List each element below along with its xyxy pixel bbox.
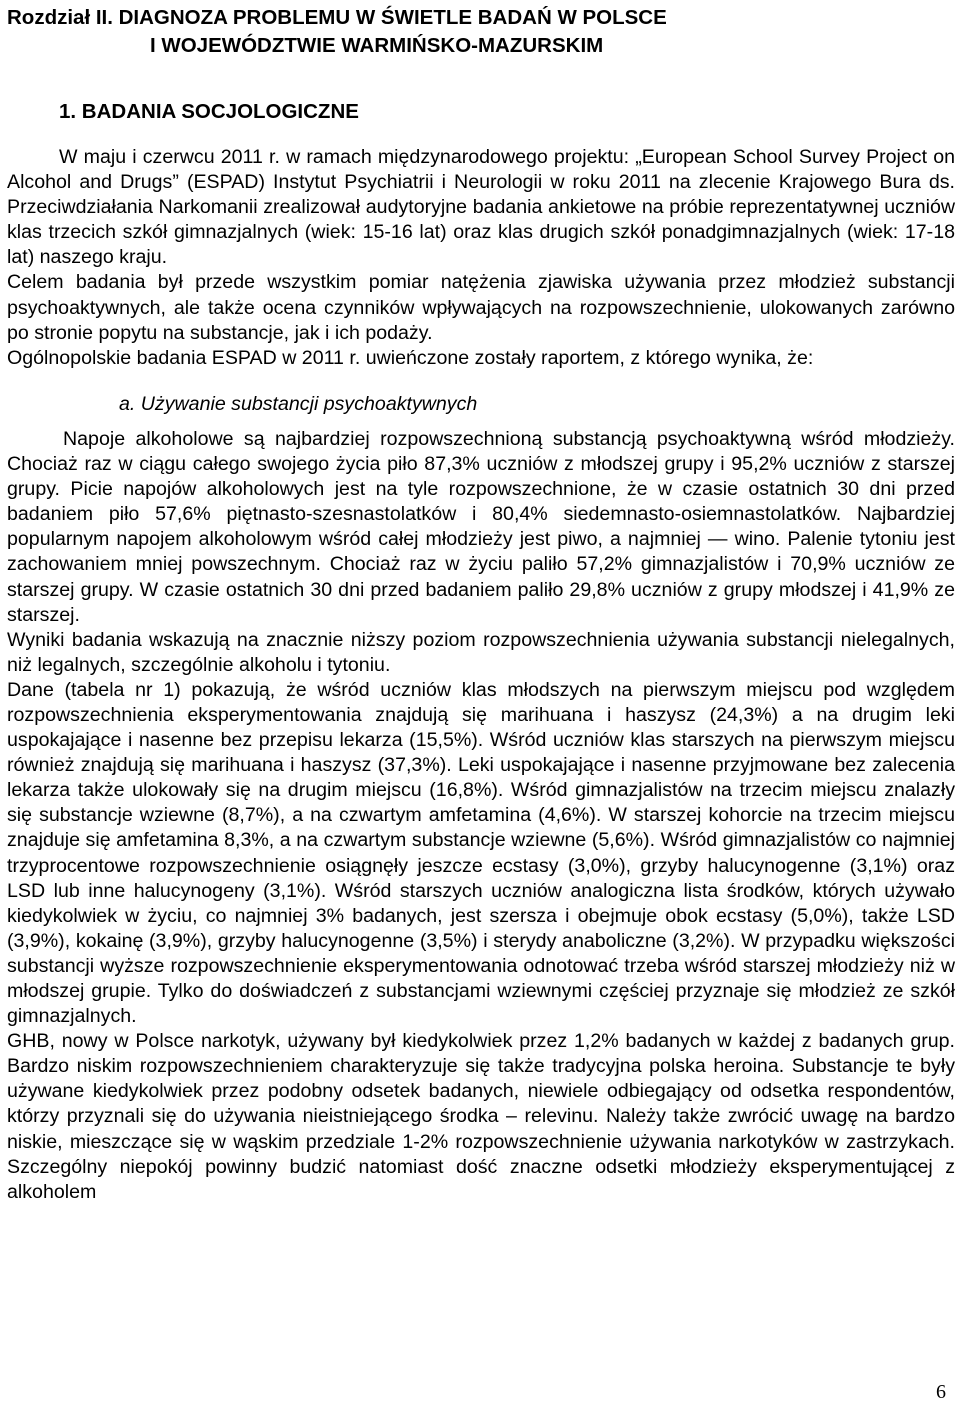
section-title: 1. BADANIA SOCJOLOGICZNE: [59, 100, 359, 123]
paragraph-ghb: GHB, nowy w Polsce narkotyk, używany był kiedykolwiek przez 1,2% badanych w każdej z badanych grup. Bardzo niskim rozpowszechnieniem charakteryzuje się także tradycyjna polska heroina. Substancje te były używane kiedykolwiek przez podobny odsetek badanych, niewiele odbiegający od odsetka respondentów, którzy przyznali się do używania nieistniejącego środka – relevinu. Należy także zwrócić uwagę na bardzo niskie, mieszczące się w wąskim przedziale 1-2% rozpowszechnienie używania narkotyków w zastrzykach. Szczególny niepokój powinny budzić natomiast dość znaczne odsetki młodzieży eksperymentującej z alkoholem: [7, 1030, 955, 1203]
paragraph-research-goal: Celem badania był przede wszystkim pomiar natężenia zjawiska używania przez młodzież substancji psychoaktywnych, ale także ocena czynników wpływających na rozpowszechnienie, ulokowanych zarówno po stronie popytu na substancje, jak i ich podaży.: [7, 271, 955, 344]
paragraph-intro: W maju i czerwcu 2011 r. w ramach międzynarodowego projektu: „European School Survey Project on Alcohol and Drugs” (ESPAD) Instytut Psychiatrii i Neurologii w roku 2011 na zlecenie Krajowego Bura ds. Przeciwdziałania Narkomanii zrealizował audytoryjne badania ankietowe na próbie reprezentatywnej uczniów klas trzecich szkół gimnazjalnych (wiek: 15-16 lat) oraz klas drugich szkół ponadgimnazjalnych (wiek: 17-18 lat) naszego kraju.: [7, 146, 955, 269]
page-number: 6: [936, 1381, 946, 1403]
paragraph-report-intro: Ogólnopolskie badania ESPAD w 2011 r. uwieńczone zostały raportem, z którego wynika, że:: [7, 346, 814, 369]
chapter-heading-line-2: I WOJEWÓDZTWIE WARMIŃSKO-MAZURSKIM: [150, 34, 604, 57]
chapter-heading: [7, 4, 955, 60]
paragraph-illegal-substances: Wyniki badania wskazują na znacznie niższy poziom rozpowszechnienia używania substancji nielegalnych, niż legalnych, szczególnie alkoholu i tytoniu.: [7, 628, 955, 676]
paragraph-table-data: Dane (tabela nr 1) pokazują, że wśród uczniów klas młodszych na pierwszym miejscu pod względem rozpowszechnienia eksperymentowania znajdują się marihuana i haszysz (24,3%) a na drugim leki uspokajające i nasenne bez przepisu lekarza (15,5%). Wśród uczniów klas starszych na pierwszym miejscu również znajdują się marihuana i haszysz (37,3%). Leki uspokajające i nasenne przyjmowane bez zalecenia lekarza także ulokowały się na drugim miejscu (16,8%). Wśród gimnazjalistów na trzecim miejscu znalazły się substancje wziewne (8,7%), a na czwartym amfetamina (4,6%). W starszej kohorcie na trzecim miejscu znajduje się amfetamina 8,3%, a na czwartym substancje wziewne (5,6%). Wśród gimnazjalistów co najmniej trzyprocentowe rozpowszechnienie osiągnęły jeszcze ecstasy (3,0%), grzyby halucynogenne (3,1%) oraz LSD lub inne halucynogeny (3,1%). Wśród starszych uczniów analogiczna lista środków, których używało kiedykolwiek w życiu, co najmniej 3% badanych, jest szersza i obejmuje obok ecstasy (5,0%), także LSD (3,9%), kokainę (3,9%), grzyby halucynogenne (3,5%) i sterydy anaboliczne (3,2%). W przypadku większości substancji wyższe rozpowszechnienie eksperymentowania odnotować trzeba wśród starszej młodzieży niż w młodszej grupie. Tylko do doświadczeń z substancjami wziewnymi częściej przyznaje się młodzież ze szkół gimnazjalnych.: [7, 678, 955, 1028]
chapter-heading-line-1: Rozdział II. DIAGNOZA PROBLEMU W ŚWIETLE BADAŃ W POLSCE: [7, 6, 667, 29]
subsection-heading: a. Używanie substancji psychoaktywnych: [119, 392, 478, 415]
document-page: [7, 4, 955, 1205]
paragraph-alcohol-tobacco: Napoje alkoholowe są najbardziej rozpowszechnioną substancją psychoaktywną wśród młodzieży. Chociaż raz w ciągu całego swojego życia piło 87,3% uczniów z młodszej grupy i 95,2% uczniów z starszej grupy. Picie napojów alkoholowych jest na tyle rozpowszechnione, że w czasie ostatnich 30 dni przed badaniem piło 57,6% piętnasto-szesnastolatków i 80,4% siedemnasto-osiemnastolatków. Najbardziej popularnym napojem alkoholowym wśród całej młodzieży jest piwo, a najmniej — wino. Palenie tytoniu jest zachowaniem mniej powszechnym. Chociaż raz w życiu paliło 57,2% gimnazjalistów i 70,9% uczniów ze starszej grupy. W czasie ostatnich 30 dni przed badaniem paliło 29,8% uczniów z grupy młodszej i 41,9% ze starszej.: [7, 427, 955, 626]
